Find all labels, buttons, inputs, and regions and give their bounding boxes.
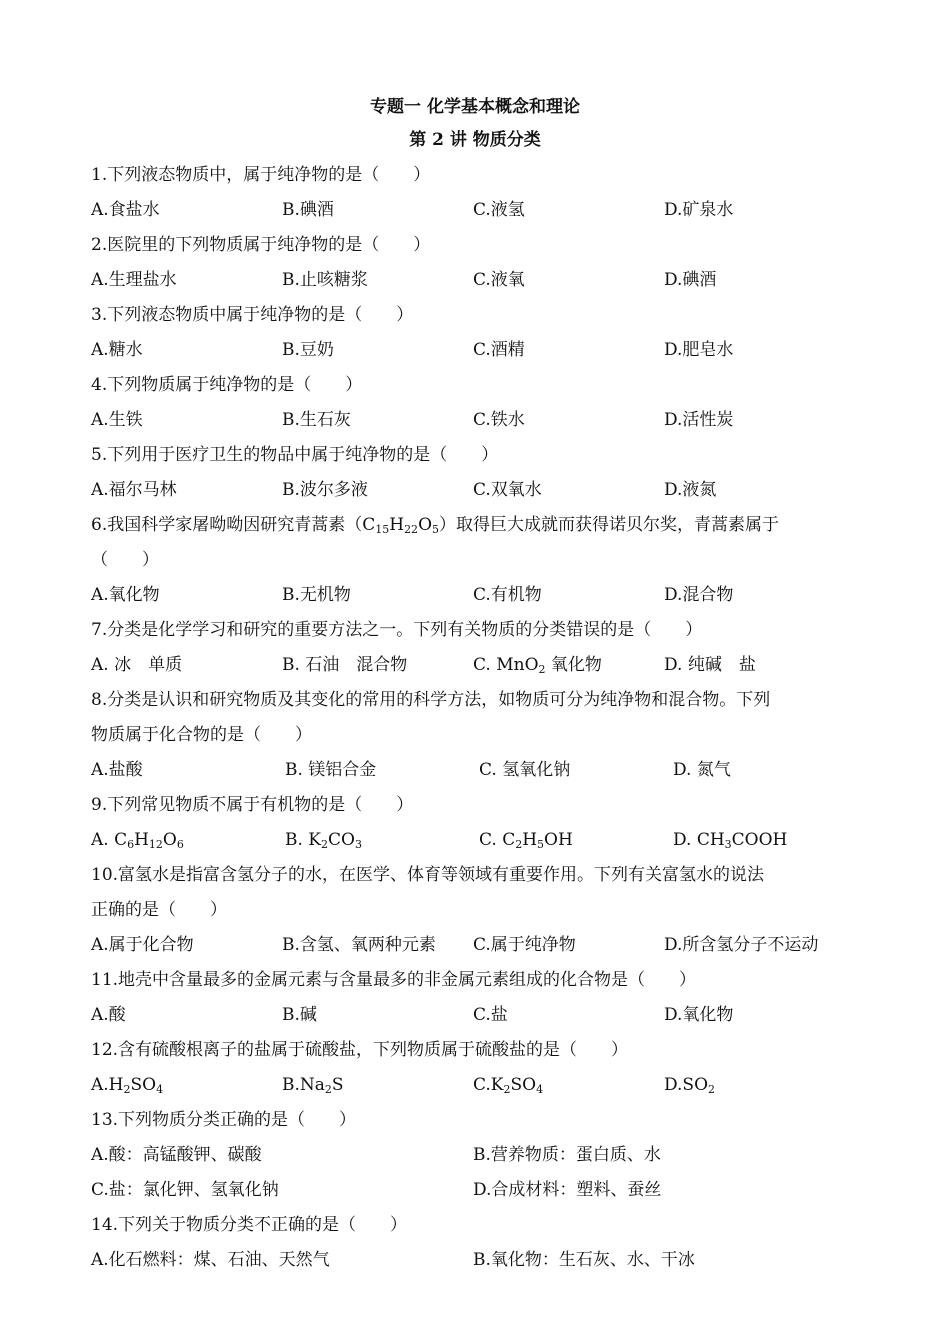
option-d: D.矿泉水 bbox=[664, 200, 734, 220]
question-12-options bbox=[91, 1068, 861, 1103]
option-d: D. 氮气 bbox=[673, 760, 731, 780]
option-d: D.氧化物 bbox=[664, 1005, 734, 1025]
option-a: A. 冰 单质 bbox=[91, 655, 183, 675]
question-3-options bbox=[91, 333, 861, 368]
option-d: D. 纯碱 盐 bbox=[664, 655, 756, 675]
question-13-options-row2 bbox=[91, 1173, 861, 1208]
question-9-stem: 9.下列常见物质不属于有机物的是（ ） bbox=[91, 795, 414, 815]
question-1-options bbox=[91, 193, 861, 228]
question-6-options bbox=[91, 578, 861, 613]
option-a: A.福尔马林 bbox=[91, 480, 177, 500]
option-a: A.化石燃料：煤、石油、天然气 bbox=[91, 1250, 330, 1270]
option-a: A.生铁 bbox=[91, 410, 143, 430]
option-b: B.营养物质：蛋白质、水 bbox=[473, 1145, 661, 1165]
question-2-stem: 2.医院里的下列物质属于纯净物的是（ ） bbox=[91, 235, 431, 255]
question-7-stem: 7.分类是化学学习和研究的重要方法之一。下列有关物质的分类错误的是（ ） bbox=[91, 620, 703, 640]
option-c: C. 氢氧化钠 bbox=[479, 760, 571, 780]
option-d: $D.SO_2$ bbox=[664, 1075, 716, 1096]
lecture-title: 第 2 讲 物质分类 bbox=[409, 130, 541, 150]
question-7-options bbox=[91, 648, 861, 683]
question-4-stem: 4.下列物质属于纯净物的是（ ） bbox=[91, 375, 363, 395]
option-c: $C.K_2SO_4$ bbox=[473, 1075, 544, 1096]
option-a: A.酸 bbox=[91, 1005, 126, 1025]
option-b: B. $K_2CO_3$ bbox=[285, 830, 362, 851]
question-14-stem: 14.下列关于物质分类不正确的是（ ） bbox=[91, 1215, 408, 1235]
question-14-options-row1 bbox=[91, 1243, 861, 1278]
question-6-stem: 6.我国科学家屠呦呦因研究青蒿素$(C_{15}H_{22}O_5)$取得巨大成就而获得诺贝尔奖，青蒿素属于 bbox=[91, 515, 779, 536]
option-a: A.糖水 bbox=[91, 340, 143, 360]
option-a: A.盐酸 bbox=[91, 760, 143, 780]
option-a: A.食盐水 bbox=[91, 200, 160, 220]
option-c: C.盐：氯化钾、氢氧化钠 bbox=[91, 1180, 279, 1200]
option-c: C.铁水 bbox=[473, 410, 525, 430]
option-d: D.液氮 bbox=[664, 480, 717, 500]
option-d: D.所含氢分子不运动 bbox=[664, 935, 819, 955]
option-a: A.酸：高锰酸钾、碳酸 bbox=[91, 1145, 262, 1165]
option-c: C.液氧 bbox=[473, 270, 525, 290]
option-b: B.无机物 bbox=[282, 585, 351, 605]
question-11-stem: 11.地壳中含量最多的金属元素与含量最多的非金属元素组成的化合物是（ ） bbox=[91, 970, 697, 990]
option-c: C.属于纯净物 bbox=[473, 935, 576, 955]
option-b: B. 镁铝合金 bbox=[285, 760, 377, 780]
option-c: C.酒精 bbox=[473, 340, 525, 360]
question-11-options bbox=[91, 998, 861, 1033]
option-a: A.生理盐水 bbox=[91, 270, 177, 290]
option-b: B.碘酒 bbox=[282, 200, 334, 220]
question-2-options bbox=[91, 263, 861, 298]
question-8-options bbox=[91, 753, 861, 788]
option-b: B.波尔多液 bbox=[282, 480, 368, 500]
question-9-options bbox=[91, 823, 861, 858]
option-a: A. $C_6H_{12}O_6$ bbox=[91, 830, 184, 851]
question-5-options bbox=[91, 473, 861, 508]
option-d: D.混合物 bbox=[664, 585, 734, 605]
option-b: B. 石油 混合物 bbox=[282, 655, 408, 675]
option-b: B.碱 bbox=[282, 1005, 317, 1025]
question-13-options-row1 bbox=[91, 1138, 861, 1173]
option-d: D.肥皂水 bbox=[664, 340, 734, 360]
option-d: D.活性炭 bbox=[664, 410, 734, 430]
question-12-stem: 12.含有硫酸根离子的盐属于硫酸盐，下列物质属于硫酸盐的是（ ） bbox=[91, 1040, 629, 1060]
option-c: C.双氧水 bbox=[473, 480, 542, 500]
option-d: D.碘酒 bbox=[664, 270, 717, 290]
option-c: C.有机物 bbox=[473, 585, 542, 605]
question-10-stem: 10.富氢水是指富含氢分子的水，在医学、体育等领域有重要作用。下列有关富氢水的说法 bbox=[91, 865, 765, 885]
option-a: $A.H_2SO_4$ bbox=[91, 1075, 164, 1096]
question-13-stem: 13.下列物质分类正确的是（ ） bbox=[91, 1110, 357, 1130]
option-b: $B.Na_2S$ bbox=[282, 1075, 344, 1096]
question-10-stem-cont: 正确的是（ ） bbox=[91, 900, 227, 920]
option-b: B.止咳糖浆 bbox=[282, 270, 368, 290]
question-4-options bbox=[91, 403, 861, 438]
option-c: C. $C_2H_5OH$ bbox=[479, 830, 573, 851]
option-c: C.液氢 bbox=[473, 200, 525, 220]
question-8-stem: 8.分类是认识和研究物质及其变化的常用的科学方法，如物质可分为纯净物和混合物。下列 bbox=[91, 690, 771, 710]
option-c: C.盐 bbox=[473, 1005, 508, 1025]
question-10-options bbox=[91, 928, 861, 963]
option-c: C. MnO$_2$ 氧化物 bbox=[473, 655, 602, 676]
option-d: D.合成材料：塑料、蚕丝 bbox=[473, 1180, 662, 1200]
option-a: A.属于化合物 bbox=[91, 935, 194, 955]
topic-title: 专题一 化学基本概念和理论 bbox=[370, 97, 580, 117]
question-1-stem: 1.下列液态物质中，属于纯净物的是（ ） bbox=[91, 165, 431, 185]
question-8-stem-cont: 物质属于化合物的是（ ） bbox=[91, 725, 312, 745]
question-6-stem-cont: （ ） bbox=[91, 550, 159, 570]
question-3-stem: 3.下列液态物质中属于纯净物的是（ ） bbox=[91, 305, 414, 325]
option-b: B.氧化物：生石灰、水、干冰 bbox=[473, 1250, 695, 1270]
question-5-stem: 5.下列用于医疗卫生的物品中属于纯净物的是（ ） bbox=[91, 445, 499, 465]
option-b: B.生石灰 bbox=[282, 410, 351, 430]
option-b: B.豆奶 bbox=[282, 340, 334, 360]
option-d: D. $CH_3COOH$ bbox=[673, 830, 788, 851]
option-a: A.氧化物 bbox=[91, 585, 160, 605]
option-b: B.含氢、氧两种元素 bbox=[282, 935, 436, 955]
question-list bbox=[91, 158, 861, 1278]
